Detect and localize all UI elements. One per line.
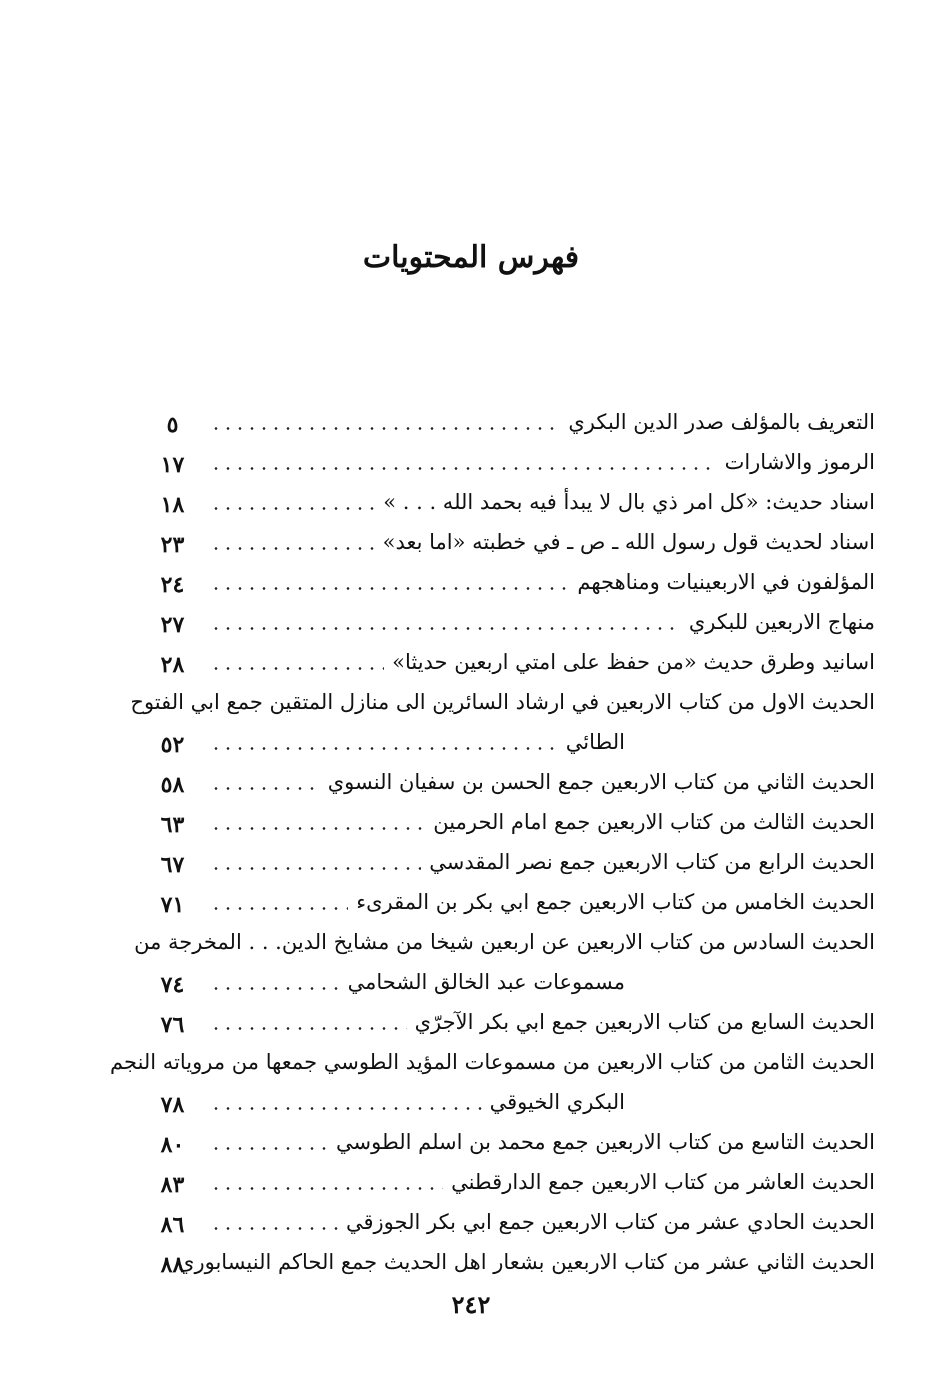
toc-entry-title: مسموعات عبد الخالق الشحامي [347,970,625,994]
toc-entry-title: الحديث السابع من كتاب الاربعين جمع ابي بكر الآجرّي [414,1010,875,1034]
toc-page-number: ٧١ [160,892,185,918]
table-of-contents [110,400,875,1280]
toc-entry [150,1120,875,1160]
toc-entry-line [150,440,875,480]
toc-entry-line [150,1080,875,1120]
toc-entry [150,440,875,480]
toc-entry [110,1040,875,1120]
toc-entry [150,840,875,880]
toc-page-number: ٧٦ [160,1012,185,1038]
dot-leader [210,987,340,990]
toc-entry [150,800,875,840]
toc-entry [150,480,875,520]
toc-page-number: ٨٣ [160,1172,185,1198]
toc-entry-line [150,800,875,840]
toc-entry-line [150,640,875,680]
toc-page-number: ٨٦ [160,1212,185,1238]
toc-entry-title: الحديث السادس من كتاب الاربعين عن اربعين شيخا من مشايخ الدين. . . المخرجة من [134,930,875,954]
page-title: فهرس المحتويات [362,240,580,275]
toc-entry-line [150,1200,875,1240]
toc-entry-title: اسانيد وطرق حديث «من حفظ على امتي اربعين حديثا» [392,650,875,674]
toc-entry-line [150,600,875,640]
toc-entry [130,680,875,760]
toc-entry-line [150,1160,875,1200]
dot-leader [210,667,384,670]
toc-entry-line [150,400,875,440]
toc-entry-title: الحديث الثاني من كتاب الاربعين جمع الحسن بن سفيان النسوي [327,770,875,794]
page-number: ٢٤٢ [451,1290,491,1319]
toc-page-number: ٢٧ [160,612,185,638]
toc-entry-line [150,520,875,560]
toc-entry-line [150,760,875,800]
dot-leader [210,867,421,870]
toc-entry [150,640,875,680]
toc-entry-title: الحديث الخامس من كتاب الاربعين جمع ابي بكر بن المقرىء [356,890,875,914]
toc-entry-line [150,480,875,520]
toc-entry [150,560,875,600]
dot-leader [210,827,425,830]
toc-page-number: ١٧ [160,452,185,478]
toc-page-number: ٢٤ [160,572,185,598]
toc-entry-title: الحديث الثاني عشر من كتاب الاربعين بشعار اهل الحديث جمع الحاكم النيسابوري [178,1250,875,1274]
toc-entry [150,520,875,560]
toc-entry-title: اسناد حديث: «كل امر ذي بال لا يبدأ فيه بحمد الله . . . » [383,490,875,514]
toc-entry-line [150,720,875,760]
toc-entry-line [150,560,875,600]
toc-page-number: ٧٨ [160,1092,185,1118]
toc-entry [150,1200,875,1240]
toc-entry-line [150,840,875,880]
dot-leader [210,1147,328,1150]
toc-entry-title: اسناد لحديث قول رسول الله ـ ص ـ في خطبته «اما بعد» [382,530,875,554]
toc-entry-line [150,1120,875,1160]
toc-entry-title: الحديث الثالث من كتاب الاربعين جمع امام الحرمين [433,810,875,834]
toc-page-number: ٦٣ [160,812,185,838]
toc-entry [150,400,875,440]
toc-entry-line [134,920,875,960]
dot-leader [210,1107,482,1110]
dot-leader [210,547,375,550]
toc-page-number: ٥٨ [160,772,185,798]
toc-page-number: ٨٠ [160,1132,185,1158]
toc-entry [134,920,875,1000]
dot-leader [210,907,348,910]
dot-leader [210,1227,338,1230]
toc-entry-title: الحديث العاشر من كتاب الاربعين جمع الدارقطني [451,1170,875,1194]
dot-leader [210,427,560,430]
toc-entry [150,880,875,920]
toc-page-number: ٦٧ [160,852,185,878]
dot-leader [210,507,375,510]
toc-page-number: ٥ [166,412,179,438]
toc-entry-title: المؤلفون في الاربعينيات ومناهجهم [577,570,875,594]
toc-page-number: ٢٨ [160,652,185,678]
toc-entry-title: الحديث الثامن من كتاب الاربعين من مسموعات المؤيد الطوسي جمعها من مروياته النجم [110,1050,875,1074]
toc-entry-title: منهاج الاربعين للبكري [688,610,875,634]
toc-entry [150,600,875,640]
toc-entry-title: الحديث الحادي عشر من كتاب الاربعين جمع ابي بكر الجوزقي [346,1210,875,1234]
toc-entry-title: الحديث الرابع من كتاب الاربعين جمع نصر المقدسي [429,850,875,874]
toc-entry [150,1240,875,1280]
toc-entry-title: البكري الخيوقي [489,1090,625,1114]
toc-page-number: ٥٢ [160,732,185,758]
dot-leader [210,787,320,790]
toc-entry-line [130,680,875,720]
toc-entry [150,1160,875,1200]
toc-entry [150,760,875,800]
toc-entry-title: الحديث الاول من كتاب الاربعين في ارشاد السائرين الى منازل المتقين جمع ابي الفتوح [130,690,875,714]
toc-entry-title: الرموز والاشارات [724,450,875,474]
toc-entry-line [150,1000,875,1040]
dot-leader [210,627,681,630]
toc-entry-title: التعريف بالمؤلف صدر الدين البكري [568,410,875,434]
toc-entry [150,1000,875,1040]
dot-leader [210,747,558,750]
dot-leader [210,467,717,470]
dot-leader [210,587,569,590]
toc-page-number: ١٨ [160,492,185,518]
toc-entry-line [150,960,875,1000]
toc-entry-title: الحديث التاسع من كتاب الاربعين جمع محمد بن اسلم الطوسي [336,1130,875,1154]
toc-page-number: ٢٣ [160,532,185,558]
toc-entry-line [110,1040,875,1080]
dot-leader [210,1187,443,1190]
dot-leader [210,1027,407,1030]
toc-page-number: ٨٨ [160,1252,185,1278]
toc-entry-title: الطائي [565,730,625,754]
toc-page-number: ٧٤ [160,972,185,998]
toc-entry-line [150,1240,875,1280]
toc-entry-line [150,880,875,920]
